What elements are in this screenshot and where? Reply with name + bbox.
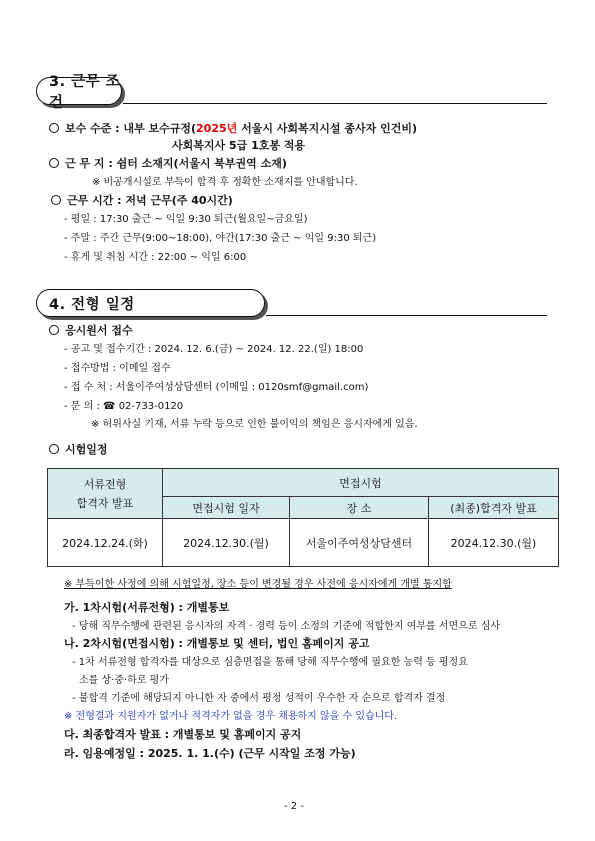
hours-item: - 휴게 및 취침 시간 : 22:00 ~ 익일 6:00 <box>64 252 247 263</box>
hours-item: - 주말 : 주간 근무(9:00~18:00), 야간(17:30 출근 ~ 익일 9:30 퇴근) <box>64 233 377 244</box>
contact-number: 02-733-0120 <box>118 401 184 412</box>
contact-line: - 문 의 : ☎ 02-733-0120 <box>64 401 184 412</box>
circle-bullet-icon <box>49 444 59 454</box>
table-cell: 서울이주여성상담센터 <box>290 519 429 567</box>
doc-result-header: 서류전형 합격자 발표 <box>48 469 163 519</box>
section4-title: 4. 전형 일정 <box>49 296 135 313</box>
location-line: 근 무 지 : 쉼터 소재지(서울시 북부권역 소재) <box>49 157 287 171</box>
step-da: 다. 최종합격자 발표 : 개별통보 및 홈페이지 공지 <box>64 728 302 741</box>
section3-title: 3. 근무 조건 <box>49 74 121 111</box>
step-ga-desc: - 당해 직무수행에 관련된 응시자의 자격 · 경력 등이 소정의 기준에 적합한지 여부를 서면으로 심사 <box>72 621 501 632</box>
page-number: - 2 - <box>284 801 304 812</box>
circle-bullet-icon <box>49 158 59 168</box>
section3-header-box <box>36 74 122 111</box>
interview-group-header: 면접시험 <box>163 469 559 497</box>
apply-item: - 공고 및 접수기간 : 2024. 12. 6.(금) ~ 2024. 12. 22.(일) 18:00 <box>64 344 364 355</box>
step-na-desc: - 1차 서류전형 합격자를 대상으로 심층면접을 통해 당해 직무수행에 필요한 능력 등 평정요 <box>72 657 468 668</box>
final-result-header: (최종)합격자 발표 <box>429 497 559 519</box>
table-cell: 2024.12.30.(월) <box>429 519 559 567</box>
location-note: ※ 비공개시설로 부득이 합격 후 정확한 소재지를 안내합니다. <box>92 177 358 188</box>
section3-rule <box>123 103 547 104</box>
step-ra: 라. 임용예정일 : 2025. 1. 1.(수) (근무 시작일 조정 가능) <box>64 747 356 760</box>
table-cell: 2024.12.24.(화) <box>48 519 163 567</box>
step-na-desc: 소를 상·중·하로 평가 <box>79 675 169 686</box>
step-na-desc: - 불합격 기준에 해당되지 아니한 자 중에서 평정 성적이 우수한 자 순으로 합격자 결정 <box>72 693 446 704</box>
step-na: 나. 2차시험(면접시험) : 개별통보 및 센터, 법인 홈페이지 공고 <box>64 637 370 650</box>
step-ga: 가. 1차시험(서류전형) : 개별통보 <box>64 601 230 614</box>
table-note: ※ 부득이한 사정에 의해 시험일정, 장소 등이 변경될 경우 사전에 응시자에게 개별 통지함 <box>64 579 452 590</box>
section4-header-box <box>36 289 265 317</box>
schedule-label-line: 시험일정 <box>49 443 108 457</box>
pay-line: 보수 수준 : 내부 보수규정(2025년 서울시 사회복지시설 종사자 인건비) <box>49 122 417 136</box>
phone-icon: ☎ <box>103 401 116 412</box>
apply-item: - 접 수 처 : 서울이주여성상담센터 (이메일 : 0120smf@gmail.com) <box>64 382 369 393</box>
section4-rule <box>266 315 547 316</box>
pay-year: 2025년 <box>196 122 238 135</box>
apply-item: - 접수방법 : 이메일 접수 <box>64 363 171 374</box>
pay-line2: 사회복지사 5급 1호봉 적용 <box>172 139 306 152</box>
interview-date-header: 면접시험 일자 <box>163 497 290 519</box>
apply-note: ※ 허위사실 기재, 서류 누락 등으로 인한 불이익의 책임은 응시자에게 있음. <box>91 419 418 430</box>
location-header: 장 소 <box>290 497 429 519</box>
apply-line: 응시원서 접수 <box>49 324 133 338</box>
circle-bullet-icon <box>51 195 61 205</box>
blue-note: ※ 전형결과 지원자가 없거나 적격자가 없을 경우 채용하지 않을 수 있습니다. <box>64 711 398 722</box>
circle-bullet-icon <box>49 325 59 335</box>
circle-bullet-icon <box>49 123 59 133</box>
hours-item: - 평일 : 17:30 출근 ~ 익일 9:30 퇴근(월요일~금요일) <box>64 214 308 225</box>
table-row <box>48 519 559 567</box>
schedule-table <box>47 468 559 567</box>
hours-line: 근무 시간 : 저녁 근무(주 40시간) <box>51 194 233 208</box>
table-cell: 2024.12.30.(월) <box>163 519 290 567</box>
